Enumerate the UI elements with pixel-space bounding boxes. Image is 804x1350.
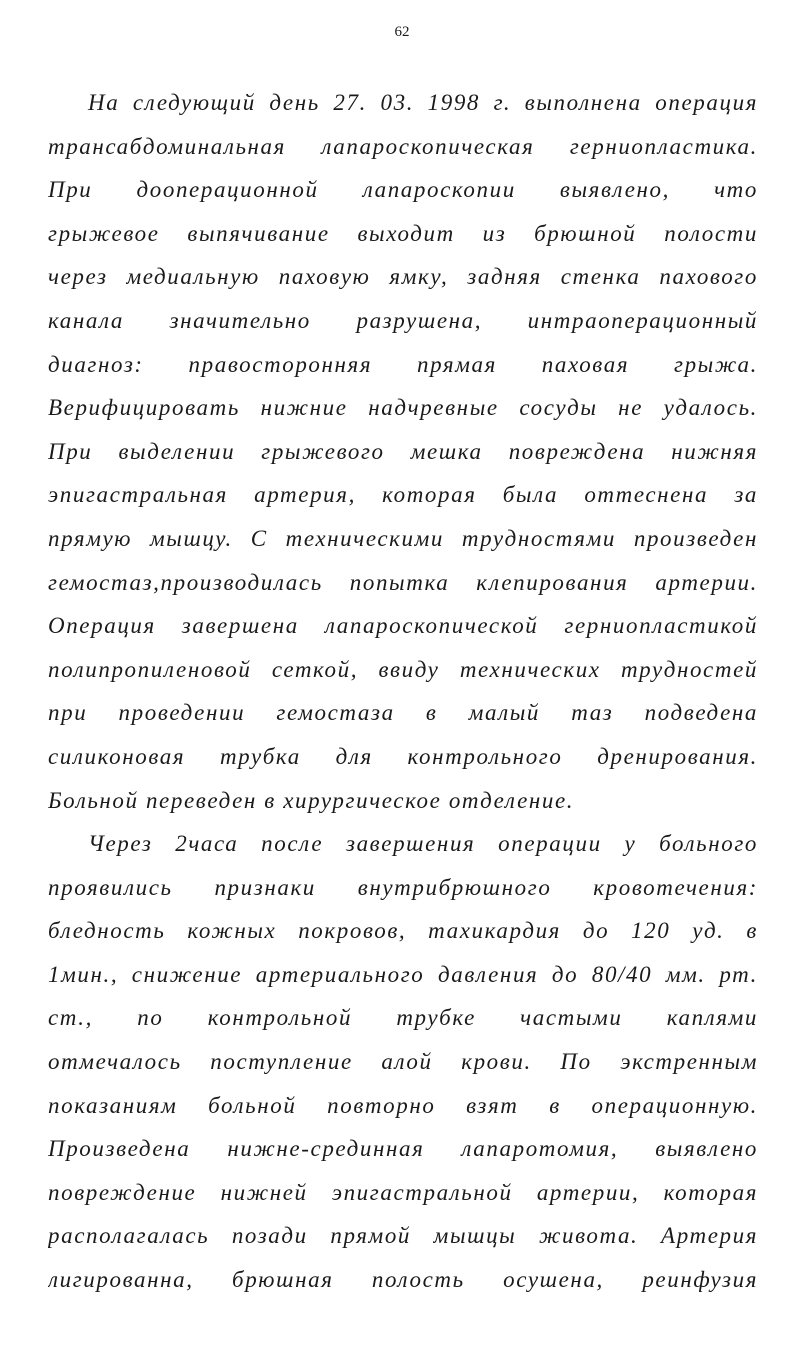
text-line: при проведении гемостаза в малый таз подведена (48, 700, 758, 726)
text-line: лигированна, брюшная полость осушена, реинфузия (48, 1267, 758, 1293)
text-line: диагноз: правосторонняя прямая паховая грыжа. (48, 351, 758, 377)
text-line: При дооперационной лапароскопии выявлено, что (48, 177, 758, 203)
text-line: Больной переведен в хирургическое отделение. (48, 787, 575, 813)
text-line: бледность кожных покровов, тахикардия до 120 уд. в (48, 918, 758, 944)
text-line: 1мин., снижение артериального давления до 80/40 мм. рт. (48, 961, 758, 987)
text-line: грыжевое выпячивание выходит из брюшной полости (48, 220, 758, 246)
text-line: Произведена нижне-срединная лапаротомия, выявлено (48, 1136, 758, 1162)
text-line: гемостаз,производилась попытка клепирования артерии. (48, 569, 758, 595)
text-line: Через 2часа после завершения операции у больного (88, 831, 758, 857)
text-line: располагалась позади прямой мышцы живота. Артерия (48, 1223, 758, 1249)
text-line: проявились признаки внутрибрюшного кровотечения: (48, 874, 758, 900)
text-line: При выделении грыжевого мешка повреждена нижняя (48, 438, 758, 464)
paragraph-operation (48, 81, 758, 822)
text-line: повреждение нижней эпигастральной артерии, которая (48, 1179, 758, 1205)
text-line: ст., по контрольной трубке частыми каплями (48, 1005, 758, 1031)
text-line: силиконовая трубка для контрольного дренирования. (48, 743, 758, 769)
text-line: через медиальную паховую ямку, задняя стенка пахового (48, 264, 758, 290)
text-line: полипропиленовой сеткой, ввиду технических трудностей (48, 656, 758, 682)
page-number: 62 (394, 24, 410, 40)
text-line: трансабдоминальная лапароскопическая герниопластика. (48, 133, 758, 159)
text-line: эпигастральная артерия, которая была оттеснена за (48, 482, 758, 508)
text-line: Верифицировать нижние надчревные сосуды не удалось. (48, 395, 758, 421)
paragraph-bleeding (48, 822, 758, 1302)
text-line: На следующий день 27. 03. 1998 г. выполнена операция (88, 90, 758, 115)
text-line: Операция завершена лапароскопической герниопластикой (48, 613, 758, 639)
text-line: прямую мышцу. С техническими трудностями произведен (48, 525, 758, 551)
text-line: канала значительно разрушена, интраоперационный (48, 307, 758, 333)
document-body (48, 81, 758, 1302)
text-line: показаниям больной повторно взят в операционную. (48, 1092, 758, 1118)
text-line: отмечалось поступление алой крови. По экстренным (48, 1049, 758, 1075)
